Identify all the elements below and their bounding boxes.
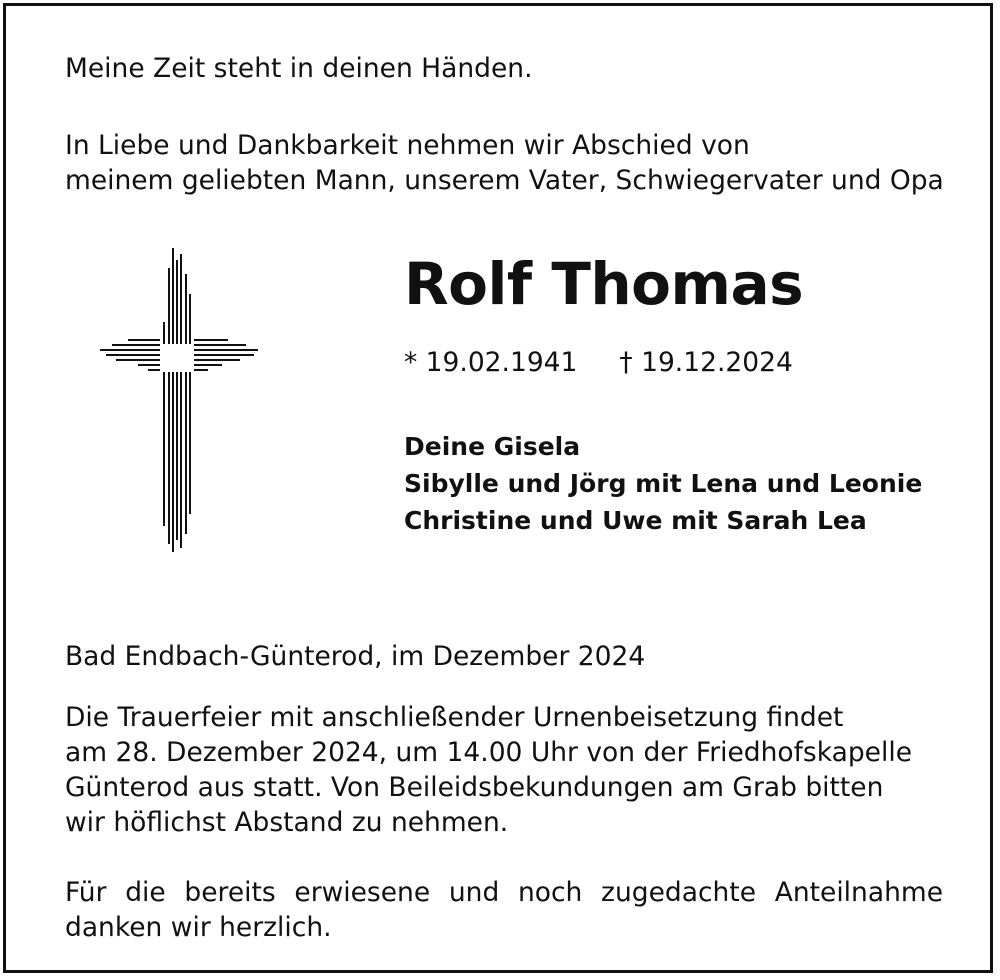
intro-line: In Liebe und Dankbarkeit nehmen wir Abschied von (65, 130, 750, 161)
death-date: † 19.12.2024 (619, 347, 793, 378)
mourner-entry: Deine Gisela (404, 432, 581, 461)
intro-text (65, 128, 944, 198)
service-line: Die Trauerfeier mit anschließender Urnenbeisetzung findet (65, 702, 844, 733)
mourners-list (404, 428, 922, 539)
service-line: am 28. Dezember 2024, um 14.00 Uhr von der Friedhofskapelle (65, 737, 913, 768)
mourner-entry: Sibylle und Jörg mit Lena und Leonie (404, 469, 923, 498)
life-dates (404, 345, 793, 380)
cross-icon (98, 244, 260, 560)
motto: Meine Zeit steht in deinen Händen. (65, 53, 533, 84)
mourner-entry: Christine und Uwe mit Sarah Lea (404, 506, 867, 535)
thanks-text: Für die bereits erwiesene und noch zugedachte Anteilnahme danken wir herzlich. (65, 877, 943, 943)
place-date: Bad Endbach-Günterod, im Dezember 2024 (65, 641, 646, 672)
deceased-name: Rolf Thomas (404, 250, 804, 318)
intro-line: meinem geliebten Mann, unserem Vater, Schwiegervater und Opa (65, 165, 944, 196)
service-line: Günterod aus statt. Von Beileidsbekundungen am Grab bitten (65, 772, 884, 803)
service-line: wir höflichst Abstand zu nehmen. (65, 807, 509, 838)
service-info (65, 700, 912, 840)
birth-date: * 19.02.1941 (404, 347, 578, 378)
